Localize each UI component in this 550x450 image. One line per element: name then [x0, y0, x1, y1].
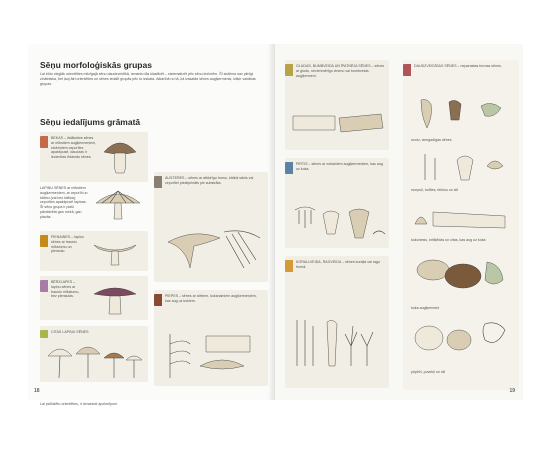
caption-2: rumpuļi, lodītes, bikšņu un citi	[411, 188, 459, 192]
russula-illustration	[92, 284, 138, 316]
gilled-mushroom-illustration	[94, 187, 142, 221]
intro-paragraph: Lai būtu vieglāk orientēties milzīgajā sēņu daudzveidībā, izmanto tās klasificēt – sistematizēt pēc sēņu iezīmēm. Šī sistēma nav pilnīgi zinātniska, bet ļauj ātri orientēties un sēnes iedalīt grupās pēc to izskata. Atkarībā no tā, kā izskatās sēnes augļķermenis, izšķir vairākas grupas.	[40, 72, 256, 86]
label-citas: CITAS LAPIŅU SĒNES	[51, 330, 89, 334]
puffball-illustration	[411, 150, 511, 186]
oyster-mushroom-illustration	[164, 228, 264, 278]
color-tab-daudzv	[403, 64, 411, 76]
section-title-groups: Sēņu morfoloģiskās grupas	[40, 60, 152, 70]
section-title-division: Sēņu iedalījums grāmatā	[40, 117, 141, 127]
color-tab-pienaines	[40, 235, 48, 247]
right-page	[275, 44, 523, 400]
bracket-fungi-illustration	[411, 258, 511, 302]
caption-4: koka augļķermeņi	[411, 306, 440, 310]
label-lapinu: LAPIŅU SĒNES ar mīkstiem augļķermeņiem, ar cepurīti un kātiņu (vai bez kātiņa); cepurītes apakšpusē lapiņas. Šī sēņu grupa ir plaši pārstāvēta gan mežā, gan pļavās.	[40, 186, 88, 219]
caption-3: kokonesis, kritiķēdas un citas, kas aug uz koka	[411, 238, 486, 242]
log-fungi-illustration	[291, 110, 385, 140]
group-box-gludas	[285, 60, 389, 150]
color-tab-piepes	[154, 294, 162, 306]
label-pirtis: PIRTIS – sēnes ar zobainiem augļķermeņiem, kas aug uz koka.	[296, 162, 383, 171]
wood-fungi-illustration	[411, 200, 511, 236]
group-box-bekas	[40, 132, 148, 182]
label-berzlapes: BĒRZLAPES – lapiņu sēnes ar trauslu mīkstumu, bez piensulas.	[51, 280, 80, 299]
milkcap-illustration	[92, 237, 138, 267]
group-box-daudzv	[403, 60, 519, 390]
footnote: Lai palīdzētu orientēties, ir izmantoti apzīmējumi.	[40, 402, 118, 406]
group-box-citas	[40, 326, 148, 382]
label-austeres: AUSTERES – sēnes ar atšķirīgu formu, kātiņš sānis vai cepurītei piestiprināts pie substrāta.	[165, 176, 254, 185]
group-box-pirtis	[285, 158, 389, 248]
page-number-right: 19	[509, 388, 515, 394]
morel-illustration	[411, 98, 511, 134]
page-number-left: 18	[34, 388, 40, 394]
group-box-austeres	[154, 172, 268, 282]
color-tab-korall	[285, 260, 293, 272]
label-gludas: GLUDAS, BUMBVEIDA UN ĪPATNĒJA SĒNES – sēnes ar gludu, nevienmērīgu virsmu vai bumbveida augļķermeni.	[296, 64, 385, 78]
tooth-fungi-illustration	[289, 204, 387, 244]
caption-1: ozolu, viengadīgas sēnes	[411, 138, 452, 142]
polypore-illustration	[160, 330, 264, 382]
label-korall: KORALLVEIDA, RAGVEIDA – sēnes koraļļa vai ragu formā.	[296, 260, 381, 269]
group-box-korall	[285, 256, 389, 388]
color-tab-bekas	[40, 136, 48, 148]
color-tab-gludas	[285, 64, 293, 76]
color-tab-citas	[40, 330, 48, 338]
coral-fungi-illustration	[291, 316, 385, 380]
mushroom-bolete-illustration	[100, 138, 140, 176]
label-pienaines: PIENAINES – lapiņu sēnes ar trauslu mīkstumu un piensulu.	[51, 235, 84, 254]
other-gilled-mushrooms-illustration	[46, 340, 144, 380]
label-bekas: BEKAS – lielākoties sēnes ar mīkstiem augļķermeņiem, stobriņiem cepurītes apakšpusē, daudzas ir iecienītas ēdamās sēnes.	[51, 136, 97, 160]
earthball-illustration	[411, 318, 511, 358]
color-tab-pirtis	[285, 162, 293, 174]
label-piepes: PIEPES – sēnes ar cietiem, koksnainiem augļķermeņiem, kas aug uz kokiem.	[165, 294, 257, 303]
color-tab-austeres	[154, 176, 162, 188]
group-box-pienaines	[40, 231, 148, 271]
caption-5: pūpēži, puvekļi un citi	[411, 370, 446, 374]
group-box-piepes	[154, 290, 268, 386]
left-page	[28, 44, 275, 406]
color-tab-berzlapes	[40, 280, 48, 292]
group-box-berzlapes	[40, 276, 148, 320]
label-daudzv: DAUDZVEIDĪGAS SĒNES – neparastas formas sēnes.	[414, 64, 502, 68]
